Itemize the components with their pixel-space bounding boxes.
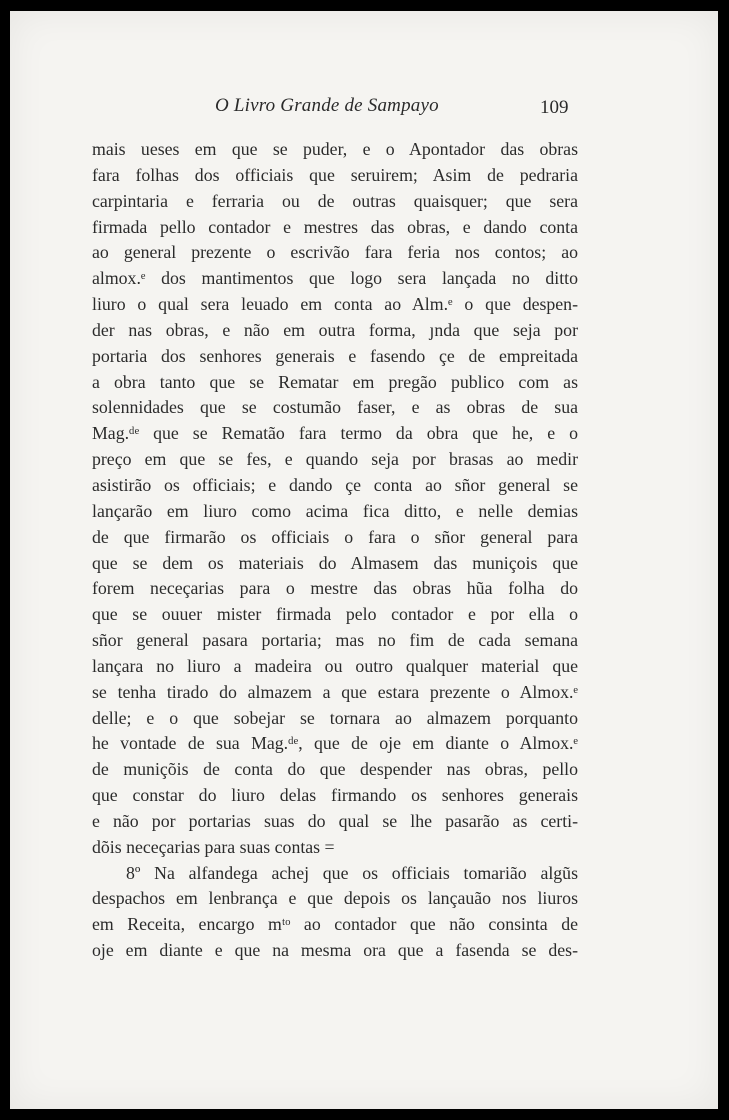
text-line: se tenha tirado do almazem a que estara prezente o Almox.ᵉ [92,681,578,702]
text-line: firmada pello contador e mestres das obras, e dando conta [92,216,578,237]
text-line: fara folhas dos officiais que seruirem; Asim de pedraria [92,164,578,185]
text-line: der nas obras, e não em outra forma, ȷnda que seja por [92,319,578,340]
text-line: Mag.ᵈᵉ que se Rematão fara termo da obra que he, e o [92,423,578,444]
text-line: de muniçõis de conta do que despender nas obras, pello [92,759,578,780]
text-line: solennidades que se costumão faser, e as obras de sua [92,397,578,418]
book-page [10,11,718,1109]
text-line: delle; e o que sobejar se tornara ao almazem porquanto [92,707,578,728]
text-line: dõis neceçarias para suas contas = [92,836,335,857]
text-line: que se dem os materiais do Almasem das muniçois que [92,552,578,573]
text-line: sñor general pasara portaria; mas no fim de cada semana [92,630,578,651]
text-line: oje em diante e que na mesma ora que a fasenda se des- [92,940,578,961]
text-line: lançarão em liuro como acima fica ditto, e nelle demias [92,500,578,521]
running-title: O Livro Grande de Sampayo [215,95,439,116]
text-line: ao general prezente o escrivão fara feria nos contos; ao [92,242,578,263]
text-line: a obra tanto que se Rematar em pregão publico com as [92,371,578,392]
text-line: e não por portarias suas do qual se lhe pasarão as certi- [92,810,578,831]
text-line: lançara no liuro a madeira ou outro qualquer material que [92,655,578,676]
text-line: portaria dos senhores generais e fasendo çe de empreitada [92,345,578,366]
text-line: despachos em lenbrança e que depois os lançauão nos liuros [92,888,578,909]
text-line: mais ueses em que se puder, e o Apontador das obras [92,139,578,159]
text-line: carpintaria e ferraria ou de outras quaisquer; que sera [92,190,578,211]
text-line: que constar do liuro delas firmando os senhores generais [92,785,578,806]
text-line: liuro o qual sera leuado em conta ao Alm.ᵉ o que despen- [92,294,578,315]
text-line: em Receita, encargo mᵗᵒ ao contador que não consinta de [92,914,578,935]
page-number: 109 [540,97,569,118]
page-header [10,95,718,125]
text-line: 8º Na alfandega achej que os officiais tomarião algũs [126,862,578,883]
text-line: que se ouuer mister firmada pelo contador e por ella o [92,604,578,625]
text-line: almox.ᵉ dos mantimentos que logo sera lançada no ditto [92,268,578,289]
text-line: he vontade de sua Mag.ᵈᵉ, que de oje em diante o Almox.ᵉ [92,733,578,754]
body-text [92,137,578,964]
text-line: de que firmarão os officiais o fara o sñor general para [92,526,578,547]
text-line: preço em que se fes, e quando seja por brasas ao medir [92,449,578,470]
text-line: asistirão os officiais; e dando çe conta ao sñor general se [92,474,578,495]
text-line: forem neceçarias para o mestre das obras hũa folha do [92,578,578,599]
